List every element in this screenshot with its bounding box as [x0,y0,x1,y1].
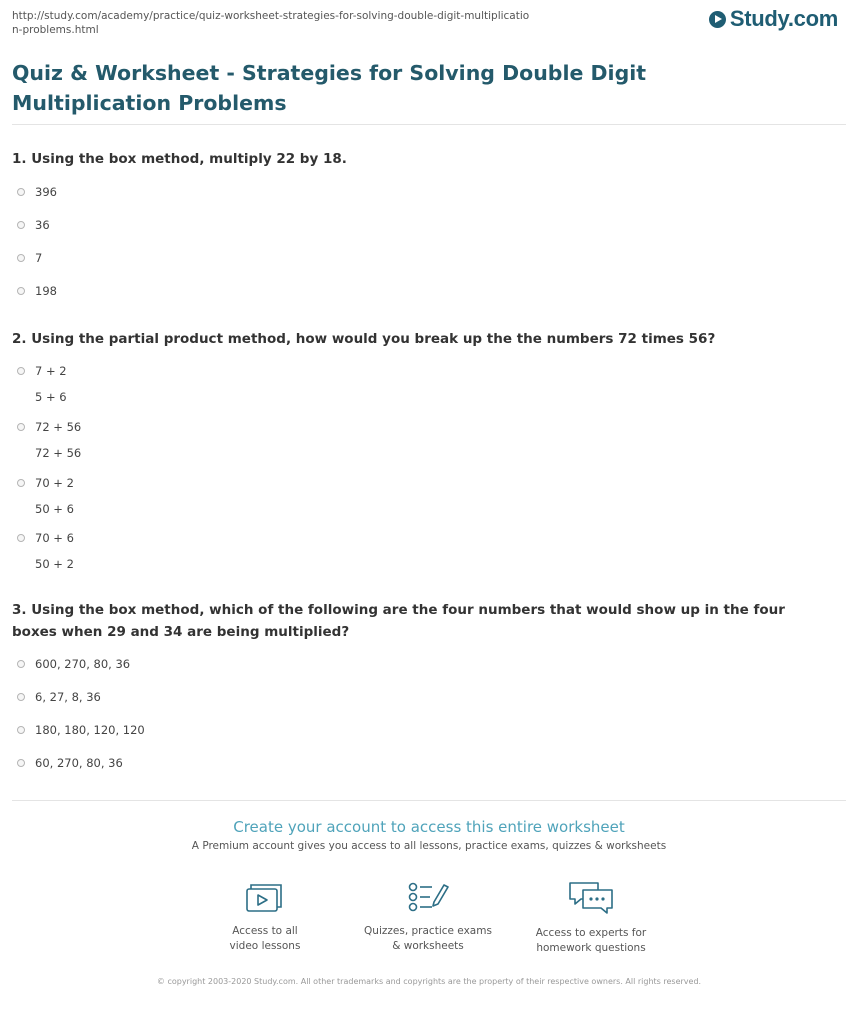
feature-experts [516,880,666,956]
copyright-notice: © copyright 2003-2020 Study.com. All other trademarks and copyrights are the property of their respective owners. All rights reserved. [156,977,702,986]
radio-button[interactable] [17,423,25,431]
question-1: 1. Using the box method, multiply 22 by 18. [12,151,347,167]
radio-button[interactable] [17,693,25,701]
feature-label-line1: Access to all [232,925,298,937]
radio-button[interactable] [17,726,25,734]
title-divider [12,124,846,125]
feature-label-line2: & worksheets [392,940,464,952]
radio-button[interactable] [17,367,25,375]
chat-experts-icon [567,880,615,916]
promo-subtitle: A Premium account gives you access to all lessons, practice exams, quizzes & worksheets [191,840,667,852]
study-logo[interactable] [709,6,838,32]
logo-text: Study.com [729,6,838,31]
radio-button[interactable] [17,759,25,767]
radio-button[interactable] [17,254,25,262]
radio-button[interactable] [17,221,25,229]
video-lessons-icon [245,880,285,914]
feature-video-lessons [190,880,340,954]
feature-label-line1: Access to experts for [535,927,647,939]
radio-button[interactable] [17,660,25,668]
radio-button[interactable] [17,287,25,295]
feature-label-line1: Quizzes, practice exams [364,925,492,937]
question-2: 2. Using the partial product method, how would you break up the the numbers 72 times 56? [12,331,716,347]
feature-label-line2: homework questions [536,942,646,954]
promo-divider [12,800,846,801]
create-account-link[interactable]: Create your account to access this entire worksheet [233,818,625,836]
question-3: 3. Using the box method, which of the following are the four numbers that would show up in the four boxes when 29 and 34 are being multiplied? [12,602,785,640]
quiz-checklist-icon [406,880,450,914]
page-title: Quiz & Worksheet - Strategies for Solving Double Digit Multiplication Problems [12,61,647,115]
radio-button[interactable] [17,479,25,487]
radio-button[interactable] [17,188,25,196]
page-url: http://study.com/academy/practice/quiz-worksheet-strategies-for-solving-double-digit-multiplication-problems.html [12,10,530,36]
radio-button[interactable] [17,534,25,542]
play-icon [709,11,726,28]
feature-quizzes [353,880,503,954]
feature-label-line2: video lessons [229,940,301,952]
